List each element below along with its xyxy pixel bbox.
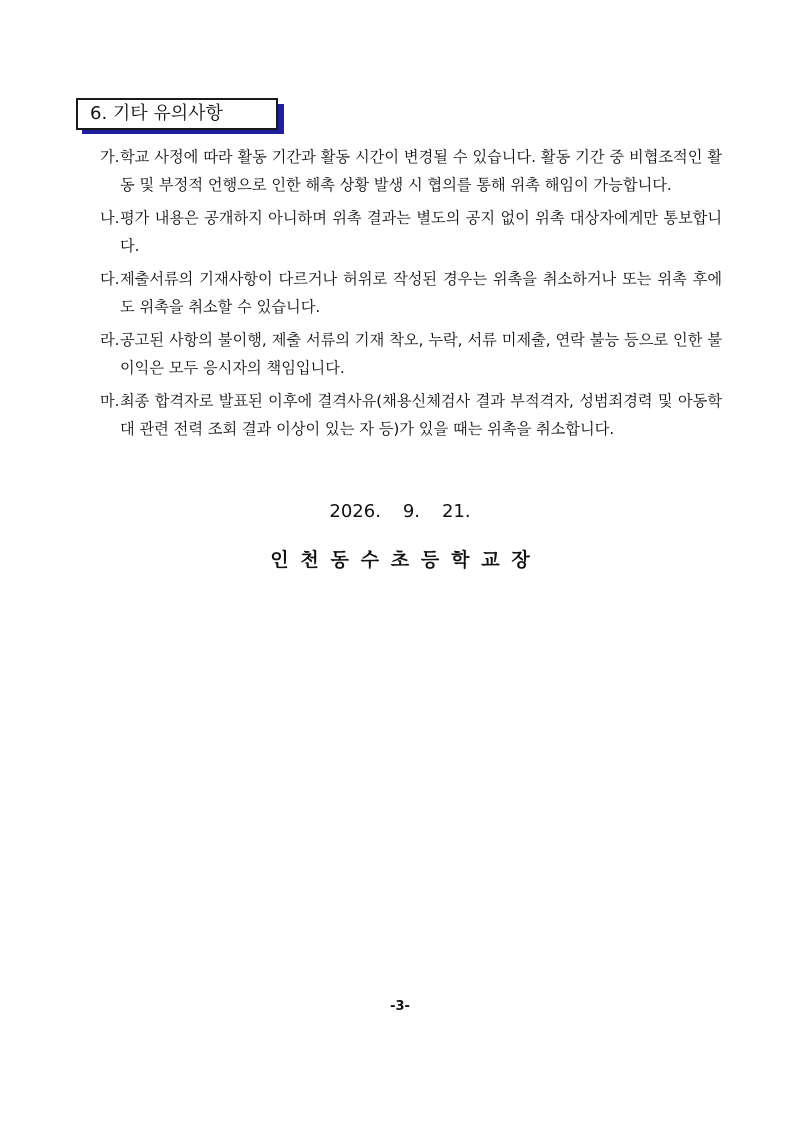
list-item (100, 205, 722, 260)
principal-signature: 인천동수초등학교장 (270, 549, 542, 571)
list-text: 공고된 사항의 불이행, 제출 서류의 기재 착오, 누락, 서류 미제출, 연락 불능 등으로 인한 불이익은 모두 응시자의 책임입니다. (120, 331, 722, 377)
section-heading (76, 98, 284, 134)
list-marker: 나. (100, 209, 120, 227)
list-marker: 마. (100, 392, 120, 410)
list-item (100, 144, 722, 199)
list-text: 최종 합격자로 발표된 이후에 결격사유(채용신체검사 결과 부적격자, 성범죄경력 및 아동학대 관련 전력 조회 결과 이상이 있는 자 등)가 있을 때는 위촉을 취소합니다. (120, 392, 722, 438)
document-date: 2026. 9. 21. (329, 501, 471, 522)
page-number: -3- (390, 999, 410, 1014)
notice-list (100, 144, 722, 449)
list-item (100, 388, 722, 443)
section-title: 6. 기타 유의사항 (76, 98, 278, 130)
list-marker: 라. (100, 331, 120, 349)
list-text: 제출서류의 기재사항이 다르거나 허위로 작성된 경우는 위촉을 취소하거나 또는 위촉 후에도 위촉을 취소할 수 있습니다. (120, 270, 722, 316)
list-item (100, 327, 722, 382)
list-text: 평가 내용은 공개하지 아니하며 위촉 결과는 별도의 공지 없이 위촉 대상자에게만 통보합니다. (120, 209, 722, 255)
list-text: 학교 사정에 따라 활동 기간과 활동 시간이 변경될 수 있습니다. 활동 기간 중 비협조적인 활동 및 부정적 언행으로 인한 해촉 상황 발생 시 협의를 통해 위촉 해임이 가능합니다. (120, 148, 722, 194)
list-item (100, 266, 722, 321)
list-marker: 다. (100, 270, 120, 288)
list-marker: 가. (100, 148, 120, 166)
